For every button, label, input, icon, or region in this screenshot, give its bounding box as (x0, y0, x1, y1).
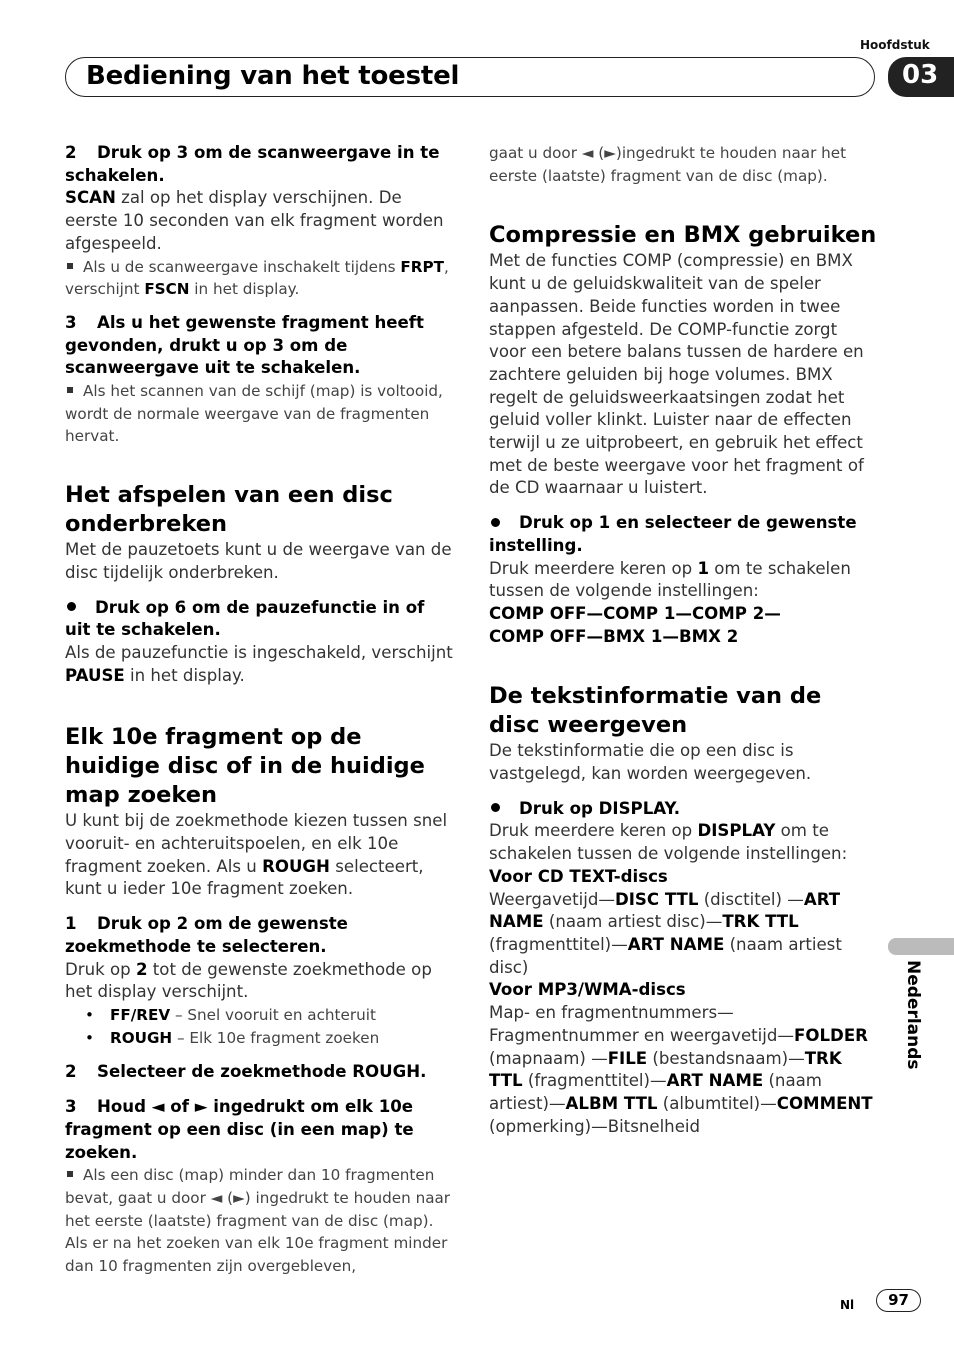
search-step-1-body: Druk op 2 tot de gewenste zoekmethode op het display verschijnt. (65, 959, 432, 1002)
page-title: Bediening van het toestel (86, 61, 460, 91)
mp3-sequence: Map- en fragmentnummers—Fragmentnummer en weergavetijd—FOLDER (mapnaam) —FILE (bestandsnaam)—TRK TTL (fragmenttitel)—ART NAME (naam artiest)—ALBM TTL (albumtitel)—COMMENT (opmerking)—Bitsnelheid (489, 1003, 873, 1136)
search-step-3-note: Als een disc (map) minder dan 10 fragmenten bevat, gaat u door ◄ (►) ingedrukt te houden naar het eerste (laatste) fragment van de disc (map). Als er na het zoeken van elk 10e fragment minder dan 10 fragmenten zijn overgebleven, (65, 1166, 451, 1276)
search-step-3-heading: 3 Houd ◄ of ► ingedrukt om elk 10e fragment op een disc (in een map) te zoeken. (65, 1097, 414, 1162)
bullet-dot-icon (491, 518, 500, 527)
text-intro: De tekstinformatie die op een disc is vastgelegd, kan worden weergegeven. (489, 741, 812, 784)
mp3-heading: Voor MP3/WMA-discs (489, 980, 686, 1000)
page-number: 97 (876, 1289, 921, 1312)
chapter-label: Hoofdstuk (860, 38, 930, 52)
list-item: • FF/REV – Snel vooruit en achteruit (85, 1004, 455, 1027)
note-square-icon (67, 387, 73, 393)
comp-sequence-1: COMP OFF—COMP 1—COMP 2— (489, 603, 781, 623)
title-bar (65, 57, 875, 97)
comp-sequence-2: COMP OFF—BMX 1—BMX 2 (489, 626, 739, 646)
bullet-dot-icon (491, 803, 500, 812)
note-square-icon (67, 1171, 73, 1177)
text-body: Druk meerdere keren op DISPLAY om te schakelen tussen de volgende instellingen: (489, 821, 848, 864)
list-item: • ROUGH – Elk 10e fragment zoeken (85, 1027, 455, 1050)
search-step-2-heading: 2 Selecteer de zoekmethode ROUGH. (65, 1062, 427, 1082)
comp-intro: Met de functies COMP (compressie) en BMX kunt u de geluidskwaliteit van de speler aanpassen. Beide functies worden in twee stappen afgesteld. De COMP-functie zorgt voor een betere balans tussen de hardere en zachtere geluiden bij hoge volumes. BMX regelt de geluidsweerkaatsingen zodat het geluid voller klinkt. Luister naar de effecten terwijl u ze uitprobeert, en gebruik het effect met de beste weergave voor het fragment of de CD waarnaar u luistert. (489, 251, 864, 498)
cd-text-sequence: Weergavetijd—DISC TTL (disctitel) —ART NAME (naam artiest disc)—TRK TTL (fragmenttitel)—ART NAME (naam artiest disc) (489, 889, 842, 977)
left-column (65, 142, 455, 1278)
search-method-list (85, 1004, 455, 1049)
continued-note: gaat u door ◄ (►)ingedrukt te houden naar het eerste (laatste) fragment van de disc (map). (489, 144, 847, 185)
step-2-body: SCAN zal op het display verschijnen. De eerste 10 seconden van elk fragment worden afgespeeld. (65, 188, 444, 253)
step-2-heading: 2 Druk op 3 om de scanweergave in te schakelen. (65, 143, 440, 185)
right-column (489, 142, 879, 1138)
search-step-1-heading: 1 Druk op 2 om de gewenste zoekmethode te selecteren. (65, 914, 348, 956)
pause-bullet: Druk op 6 om de pauzefunctie in of uit te schakelen. (65, 597, 425, 640)
search-intro: U kunt bij de zoekmethode kiezen tussen snel vooruit- en achteruitspoelen, en elk 10e fragment zoeken. Als u ROUGH selecteert, kunt u ieder 10e fragment zoeken. (65, 811, 448, 899)
search-section-title: Elk 10e fragment op de huidige disc of in de huidige map zoeken (65, 724, 425, 809)
step-3-heading: 3 Als u het gewenste fragment heeft gevonden, drukt u op 3 om de scanweergave uit te schakelen. (65, 312, 424, 378)
cd-text-heading: Voor CD TEXT-discs (489, 866, 668, 886)
comp-body: Druk meerdere keren op 1 om te schakelen tussen de volgende instellingen: (489, 558, 851, 601)
chapter-number-badge: 03 (888, 57, 954, 97)
note-square-icon (67, 263, 73, 269)
pause-body: Als de pauzefunctie is ingeschakeld, verschijnt PAUSE in het display. (65, 642, 453, 685)
language-label: Nederlands (903, 960, 923, 1070)
text-section-title: De tekstinformatie van de disc weergeven (489, 683, 822, 739)
pause-intro: Met de pauzetoets kunt u de weergave van de disc tijdelijk onderbreken. (65, 540, 452, 582)
comp-bullet: Druk op 1 en selecteer de gewenste instelling. (489, 513, 857, 555)
language-tab (888, 938, 954, 955)
language-code: Nl (840, 1298, 855, 1312)
step-3-note: Als het scannen van de schijf (map) is voltooid, wordt de normale weergave van de fragmenten hervat. (65, 382, 443, 446)
bullet-dot-icon (67, 602, 76, 611)
text-bullet: Druk op DISPLAY. (489, 798, 879, 821)
step-2-note: Als u de scanweergave inschakelt tijdens FRPT, verschijnt FSCN in het display. (65, 257, 449, 299)
pause-section-title: Het afspelen van een disc onderbreken (65, 482, 393, 538)
comp-section-title: Compressie en BMX gebruiken (489, 222, 877, 249)
